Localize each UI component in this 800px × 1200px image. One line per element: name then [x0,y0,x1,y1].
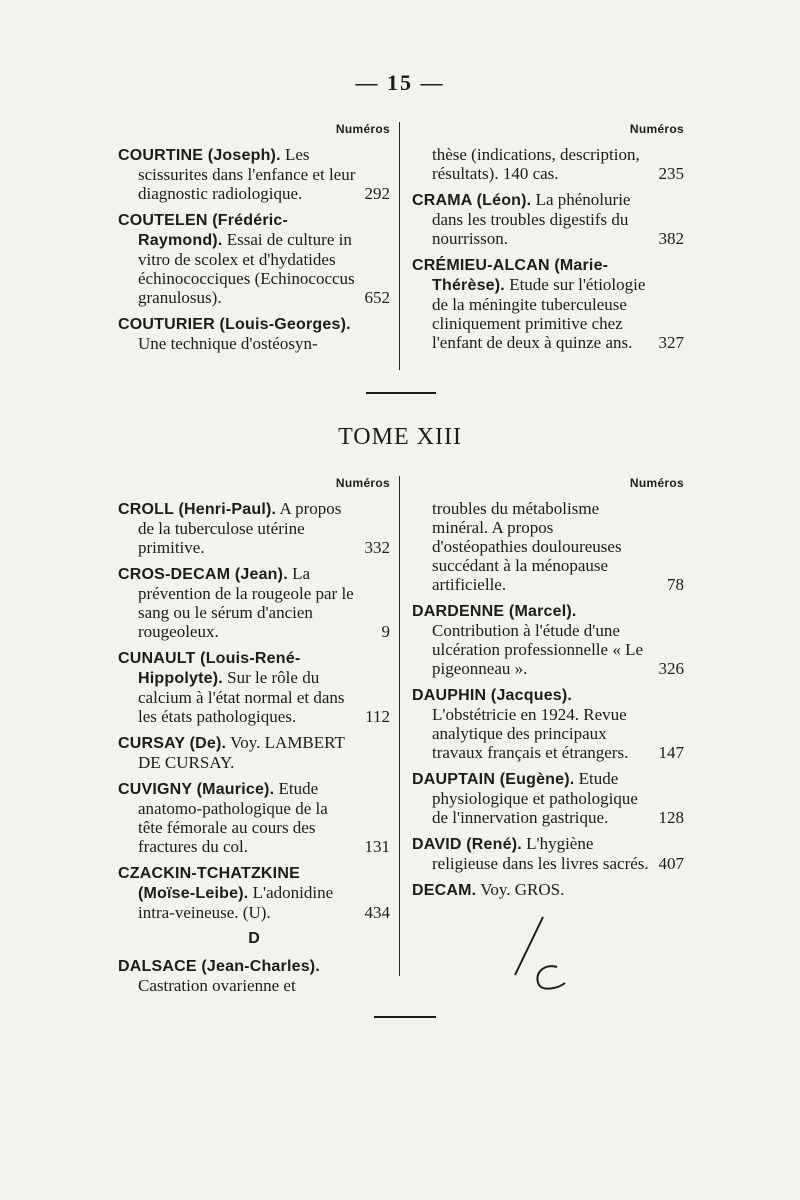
thesis-title: Voy. LAMBERT DE CURSAY. [138,733,345,772]
thesis-title: Etude sur l'étiologie de la méningite tuberculeuse cliniquement primitive chez l'enfant de deux à quinze ans. [432,275,646,352]
author-name: DAUPHIN (Jacques). [412,687,573,704]
entry-number: 332 [364,538,390,557]
index-entry [412,834,684,873]
author-name: COUTURIER (Louis-Georges). [118,316,351,333]
thesis-title: troubles du métabolisme minéral. A propos d'ostéopathies douloureuses succédant à la ménopause artificielle. [432,499,622,594]
author-name: DARDENNE (Marcel). [412,603,577,620]
thesis-title: La phénolurie dans les troubles digestifs du nourrisson. [432,190,631,248]
thesis-title: Castration ovarienne et [138,976,296,995]
author-name: CUVIGNY (Maurice). [118,781,275,798]
index-entry [118,210,390,307]
top-right-column [412,120,684,359]
column-divider [399,476,400,976]
author-name: COURTINE (Joseph). [118,147,281,164]
author-name: CRAMA (Léon). [412,192,532,209]
entry-list [118,956,390,995]
thesis-title: thèse (indications, description, résultats). 140 cas. [432,145,640,183]
author-name: DALSACE (Jean-Charles). [118,958,320,975]
author-name: CURSAY (De). [118,735,227,752]
thesis-title: Contribution à l'étude d'une ulcération professionnelle « Le pigeonneau ». [432,621,644,678]
author-name: CZACKIN-TCHATZKINE (Moïse-Leibe). [118,865,300,902]
thesis-title: L'hygiène religieuse dans les livres sacrés. [432,834,649,873]
entry-list [412,499,684,900]
thesis-title: Etude physiologique et pathologique de l'innervation gastrique. [432,769,638,827]
index-entry [118,564,390,641]
entry-number: 326 [658,659,684,678]
numeros-header: Numéros [335,122,390,136]
thesis-title: A propos de la tuberculose utérine primitive. [138,499,342,557]
thesis-title: Sur le rôle du calcium à l'état normal et dans les états pathologiques. [138,668,345,726]
author-name: COUTELEN (Frédéric-Raymond). [118,212,289,249]
tome-title: TOME XIII [338,424,462,450]
entry-number: 382 [658,229,684,248]
author-name: DAUPTAIN (Eugène). [412,771,575,788]
entry-number: 128 [658,808,684,827]
index-entry [118,863,390,922]
entry-number: 131 [364,837,390,856]
index-entry [118,779,390,856]
thesis-title: Essai de culture in vitro de scolex et d'hydatides échinococciques (Echinococcus granulosus). [138,230,355,307]
entry-number: 235 [658,164,684,183]
top-left-column [118,120,390,360]
section-letter: D [248,930,260,947]
index-entry [118,314,390,353]
numeros-header: Numéros [629,122,684,136]
thesis-title: Une technique d'ostéosyn- [138,334,318,353]
entry-number: 327 [658,333,684,352]
bottom-left-column [118,474,390,1002]
index-entry [118,499,390,557]
thesis-title: La prévention de la rougeole par le sang ou le sérum d'ancien rougeoleux. [138,564,354,641]
footer-rule [374,1016,436,1018]
thesis-title: Les scissurites dans l'enfance et leur diagnostic radiologique. [138,145,356,203]
numeros-header: Numéros [335,476,390,490]
index-entry [412,769,684,827]
author-name: CROLL (Henri-Paul). [118,501,277,518]
index-entry [118,145,390,203]
index-entry [412,880,684,900]
author-name: DECAM. [412,882,477,899]
entry-list [118,145,390,353]
author-name: CRÉMIEU-ALCAN (Marie-Thérèse). [412,257,609,294]
entry-number: 78 [667,575,684,594]
entry-number: 652 [364,288,390,307]
index-entry [412,685,684,762]
thesis-title: Voy. GROS. [480,880,565,899]
author-name: DAVID (René). [412,836,522,853]
page-number: — 15 — [355,70,445,95]
index-entry [412,190,684,248]
entry-list [118,499,390,922]
index-entry [118,956,390,995]
thesis-title: Etude anatomo-pathologique de la tête fémorale au cours des fractures du col. [138,779,328,856]
index-entry [412,145,684,183]
index-entry [412,601,684,678]
index-entry [118,648,390,726]
index-entry [412,255,684,352]
thesis-title: L'adonidine intra-veineuse. (U). [138,883,334,922]
entry-number: 292 [364,184,390,203]
bottom-right-column [412,474,684,907]
entry-number: 434 [364,903,390,922]
author-name: CROS-DECAM (Jean). [118,566,288,583]
handwritten-annotation [505,915,575,995]
index-entry [118,733,390,772]
section-rule [366,392,436,394]
author-name: CUNAULT (Louis-René-Hippolyte). [118,650,301,687]
entry-number: 147 [658,743,684,762]
entry-number: 9 [381,622,390,641]
column-divider [399,122,400,370]
thesis-title: L'obstétricie en 1924. Revue analytique des principaux travaux français et étrangers. [432,705,629,762]
entry-number: 407 [658,854,684,873]
index-entry [412,499,684,594]
numeros-header: Numéros [629,476,684,490]
entry-list [412,145,684,352]
entry-number: 112 [365,707,390,726]
